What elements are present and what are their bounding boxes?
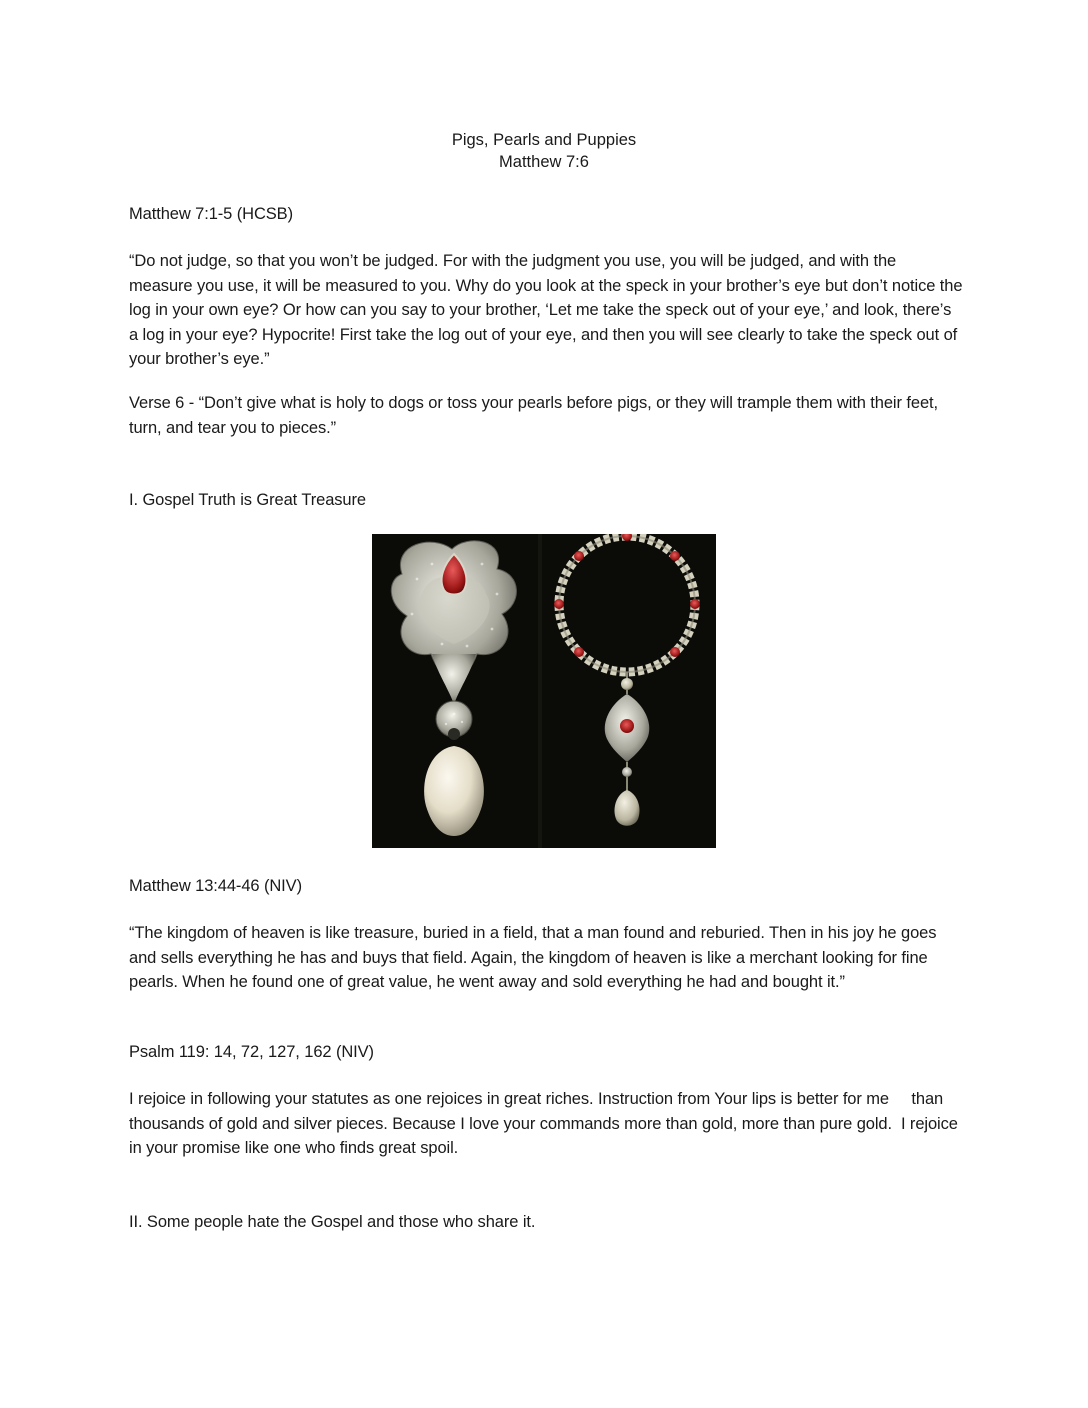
verse-6-text: Verse 6 - “Don’t give what is holy to dogs or toss your pearls before pigs, or they will trample them with their feet, turn, and tear you to pieces.” bbox=[129, 394, 938, 437]
psalm-reference: Psalm 119: 14, 72, 127, 162 (NIV) bbox=[129, 1043, 374, 1061]
scripture-reference-1: Matthew 7:1-5 (HCSB) bbox=[129, 205, 293, 223]
psalm-text: I rejoice in following your statutes as one rejoices in great riches. Instruction from Your lips is better for me than thousands of gold and silver pieces. Because I love your commands more than gold, more than pure gold. I rejoice in your promise like one who finds great spoil. bbox=[129, 1090, 963, 1157]
point-2-heading: II. Some people hate the Gospel and those who share it. bbox=[129, 1213, 536, 1231]
pearl-jewelry-image bbox=[372, 534, 716, 848]
title-line-1: Pigs, Pearls and Puppies bbox=[451, 131, 637, 149]
pearl-jewelry-icon bbox=[372, 534, 716, 848]
document-title bbox=[0, 129, 1088, 173]
point-1-heading: I. Gospel Truth is Great Treasure bbox=[129, 491, 366, 509]
scripture-quote-1: “Do not judge, so that you won’t be judged. For with the judgment you use, you will be judged, and with the measure you use, it will be measured to you. Why do you look at the speck in your brother’s eye but don’t notice the log in your own eye? Or how can you say to your brother, ‘Let me take the speck out of your eye,’ and look, there’s a log in your eye? Hypocrite! First take the log out of your eye, and then you will see clearly to take the speck out of your brother’s eye.” bbox=[129, 252, 963, 368]
scripture-reference-2: Matthew 13:44-46 (NIV) bbox=[129, 877, 302, 895]
title-line-2: Matthew 7:6 bbox=[499, 153, 589, 171]
scripture-quote-2: “The kingdom of heaven is like treasure, buried in a field, that a man found and reburied. Then in his joy he goes and sells everything he has and buys that field. Again, the kingdom of heaven is like a merchant looking for fine pearls. When he found one of great value, he went away and sold everything he had and bought it.” bbox=[129, 924, 937, 991]
